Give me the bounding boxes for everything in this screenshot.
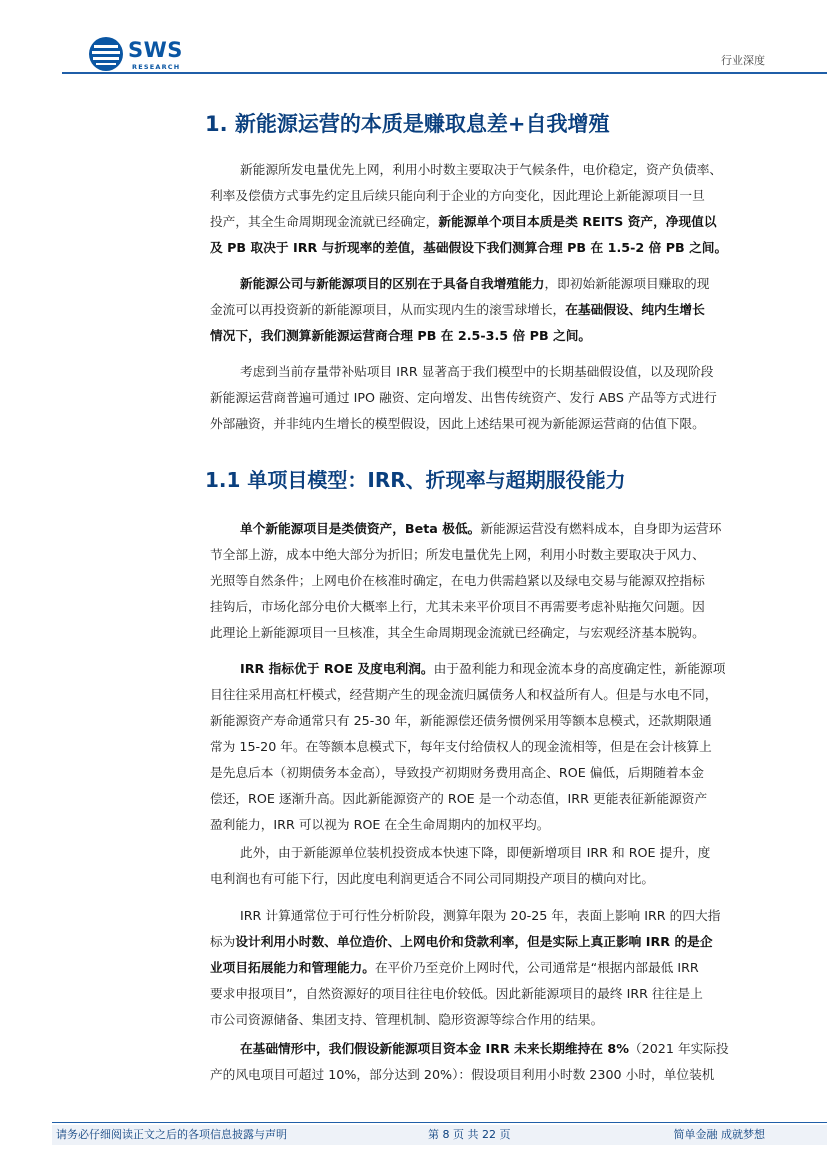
footer-disclaimer: 请务必仔细阅读正文之后的各项信息披露与声明 (56, 1128, 287, 1141)
section-1-1-paragraph-1 (210, 516, 762, 646)
bold-text: 在基础情形中，我们假设新能源项目资本金 IRR 未来长期维持在 8% (240, 1041, 629, 1056)
text-line: 外部融资，并非纯内生增长的模型假设，因此上述结果可视为新能源运营商的估值下限。 (210, 416, 705, 431)
section-1-1-paragraph-5 (210, 1036, 762, 1088)
bold-text: 在基础假设、纯内生增长 (565, 302, 705, 317)
text-line (210, 297, 762, 323)
sws-logo (88, 36, 198, 74)
bold-text: 及 PB 取决于 IRR 与折现率的差值，基础假设下我们测算合理 PB 在 1.5-2 倍 PB 之间。 (210, 240, 728, 255)
report-category: 行业深度 (721, 54, 765, 67)
text-line: 此理论上新能源项目一旦核准，其全生命周期现金流就已经确定，与宏观经济基本脱钩。 (210, 625, 705, 640)
bold-text: 新能源单个项目本质是类 REITS 资产，净现值以 (438, 214, 717, 229)
text-line: 新能源所发电量优先上网，利用小时数主要取决于气候条件，电价稳定，资产负债率、 (240, 162, 723, 177)
text-line: 新能源运营商普遍可通过 IPO 融资、定向增发、出售传统资产、发行 ABS 产品等方式进行 (210, 390, 717, 405)
section-1-1-paragraph-4 (210, 903, 762, 1033)
text-line: 产的风电项目可超过 10%，部分达到 20%）：假设项目利用小时数 2300 小时，单位装机 (210, 1067, 715, 1082)
section-1-title: 1. 新能源运营的本质是赚取息差+自我增殖 (205, 112, 610, 136)
text-line: 盈利能力，IRR 可以视为 ROE 在全生命周期内的加权平均。 (210, 817, 550, 832)
text-line: 偿还，ROE 逐渐升高。因此新能源资产的 ROE 是一个动态值，IRR 更能表征新能源资产 (210, 791, 708, 806)
section-1-1-paragraph-3 (210, 840, 762, 892)
bold-text: 设计利用小时数、单位造价、上网电价和贷款利率，但是实际上真正影响 IRR 的是企 (235, 934, 713, 949)
header-divider (62, 72, 827, 74)
sws-logo-icon (88, 36, 124, 72)
text-line (210, 656, 762, 682)
text-line: 要求申报项目”，自然资源好的项目往往电价较低。因此新能源项目的最终 IRR 往往是上 (210, 986, 703, 1001)
bold-text: IRR 指标优于 ROE 及度电利润。 (240, 661, 434, 676)
text-run: 由于盈利能力和现金流本身的高度确定性，新能源项 (433, 661, 726, 676)
logo-text: SWS (128, 38, 183, 62)
text-line: 新能源资产寿命通常只有 25-30 年，新能源偿还债务惯例采用等额本息模式，还款期限通 (210, 713, 712, 728)
section-1-1-paragraph-2 (210, 656, 762, 838)
text-line (210, 235, 762, 261)
text-line: 利率及偿债方式事先约定且后续只能向利于企业的方向变化，因此理论上新能源项目一旦 (210, 188, 705, 203)
text-line (210, 271, 762, 297)
text-line (210, 209, 762, 235)
section-1-paragraph-3 (210, 359, 762, 437)
text-line (210, 1036, 762, 1062)
bold-text: 业项目拓展能力和管理能力。 (210, 960, 375, 975)
text-run: ，即初始新能源项目赚取的现 (544, 276, 710, 291)
logo-subtext: RESEARCH (132, 63, 181, 71)
text-run: 投产，其全生命周期现金流就已经确定， (210, 214, 439, 229)
section-1-paragraph-2 (210, 271, 762, 349)
bold-text: 单个新能源项目是类债资产，Beta 极低。 (240, 521, 481, 536)
text-line (210, 323, 762, 349)
text-line: IRR 计算通常位于可行性分析阶段，测算年限为 20-25 年，表面上影响 IRR 的四大指 (240, 908, 721, 923)
text-line: 考虑到当前存量带补贴项目 IRR 显著高于我们模型中的长期基础假设值，以及现阶段 (240, 364, 714, 379)
section-1-1-title: 1.1 单项目模型：IRR、折现率与超期服役能力 (205, 468, 626, 492)
page-header (0, 0, 827, 80)
text-line: 挂钩后，市场化部分电价大概率上行，尤其未来平价项目不再需要考虑补贴拖欠问题。因 (210, 599, 705, 614)
text-line: 市公司资源储备、集团支持、管理机制、隐形资源等综合作用的结果。 (210, 1012, 604, 1027)
text-line: 此外，由于新能源单位装机投资成本快速下降，即便新增项目 IRR 和 ROE 提升，度 (240, 845, 711, 860)
text-line (210, 955, 762, 981)
footer-divider (52, 1122, 827, 1123)
text-line: 节全部上游，成本中绝大部分为折旧；所发电量优先上网，利用小时数主要取决于风力、 (210, 547, 705, 562)
text-run: 在平价乃至竞价上网时代，公司通常是“根据内部最低 IRR (374, 960, 699, 975)
bold-text: 新能源公司与新能源项目的区别在于具备自我增殖能力 (240, 276, 545, 291)
text-run: 新能源运营没有燃料成本，自身即为运营环 (480, 521, 722, 536)
text-run: 标为 (210, 934, 236, 949)
text-line (210, 516, 762, 542)
footer-slogan: 简单金融 成就梦想 (673, 1128, 765, 1141)
text-run: （2021 年实际投 (628, 1041, 729, 1056)
text-line (210, 929, 762, 955)
section-1-paragraph-1 (210, 157, 762, 261)
text-line: 光照等自然条件；上网电价在核准时确定，在电力供需趋紧以及绿电交易与能源双控指标 (210, 573, 705, 588)
footer-page-number: 第 8 页 共 22 页 (428, 1128, 511, 1141)
text-line: 常为 15-20 年。在等额本息模式下，每年支付给债权人的现金流相等，但是在会计核算上 (210, 739, 712, 754)
text-line: 是先息后本（初期债务本金高），导致投产初期财务费用高企、ROE 偏低，后期随着本金 (210, 765, 704, 780)
text-line: 目往往采用高杠杆模式，经营期产生的现金流归属债务人和权益所有人。但是与水电不同， (210, 687, 718, 702)
text-line: 电利润也有可能下行，因此度电利润更适合不同公司同期投产项目的横向对比。 (210, 871, 655, 886)
bold-text: 情况下，我们测算新能源运营商合理 PB 在 2.5-3.5 倍 PB 之间。 (210, 328, 592, 343)
text-run: 金流可以再投资新的新能源项目，从而实现内生的滚雪球增长， (210, 302, 566, 317)
